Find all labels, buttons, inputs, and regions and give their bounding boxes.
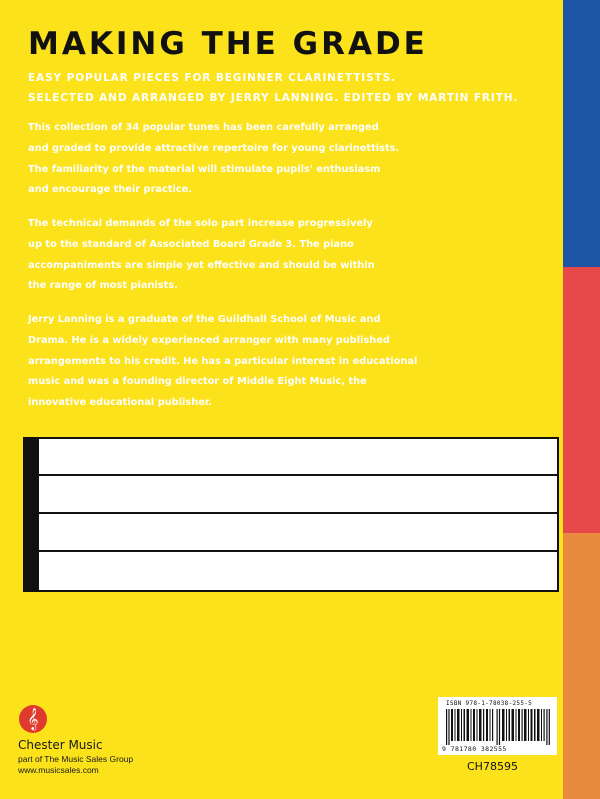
text-line: arrangements to his credit. He has a particular interest in educational <box>28 355 418 367</box>
color-stripe-blue <box>563 0 600 267</box>
subtitle-line-1: EASY POPULAR PIECES FOR BEGINNER CLARINETTISTS. <box>28 72 396 84</box>
publisher-group: part of The Music Sales Group <box>18 754 134 764</box>
barcode-digits: 9 781780 382555 <box>442 745 507 753</box>
book-title: MAKING THE GRADE <box>28 26 428 62</box>
text-line: up to the standard of Associated Board Grade 3. The piano <box>28 238 354 250</box>
text-line: The technical demands of the solo part increase progressively <box>28 218 373 229</box>
isbn-label: ISBN 978-1-78038-255-5 <box>446 700 533 707</box>
author-bio-paragraph <box>28 310 418 414</box>
text-line: innovative educational publisher. <box>28 397 213 409</box>
publisher-name: Chester Music <box>18 738 103 752</box>
subtitle-line-2: SELECTED AND ARRANGED BY JERRY LANNING. EDITED BY MARTIN FRITH. <box>28 92 519 104</box>
barcode-bars <box>446 709 550 745</box>
staff-line <box>23 512 559 514</box>
text-line: and graded to provide attractive repertoire for young clarinettists. <box>28 142 400 154</box>
text-line: accompaniments are simple yet effective and should be within <box>28 259 375 271</box>
publisher-website: www.musicsales.com <box>18 765 99 775</box>
staff-line <box>23 474 559 476</box>
text-line: This collection of 34 popular tunes has been carefully arranged <box>28 122 379 133</box>
text-line: The familiarity of the material will stimulate pupils' enthusiasm <box>28 163 381 175</box>
text-line: music and was a founding director of Middle Eight Music, the <box>28 376 367 388</box>
treble-clef-logo-icon: 𝄞 <box>19 705 47 733</box>
text-line: Jerry Lanning is a graduate of the Guildhall School of Music and <box>28 314 381 325</box>
staff-barline <box>23 437 39 592</box>
description-paragraph-1 <box>28 118 418 201</box>
color-stripe-orange <box>563 533 600 799</box>
staff-line <box>23 550 559 552</box>
text-line: and encourage their practice. <box>28 184 193 196</box>
catalog-number: CH78595 <box>467 760 518 773</box>
text-line: the range of most pianists. <box>28 280 178 292</box>
text-line: Drama. He is a widely experienced arranger with many published <box>28 334 390 346</box>
description-paragraph-2 <box>28 214 418 297</box>
music-staff <box>23 437 559 592</box>
color-stripe-red <box>563 267 600 533</box>
